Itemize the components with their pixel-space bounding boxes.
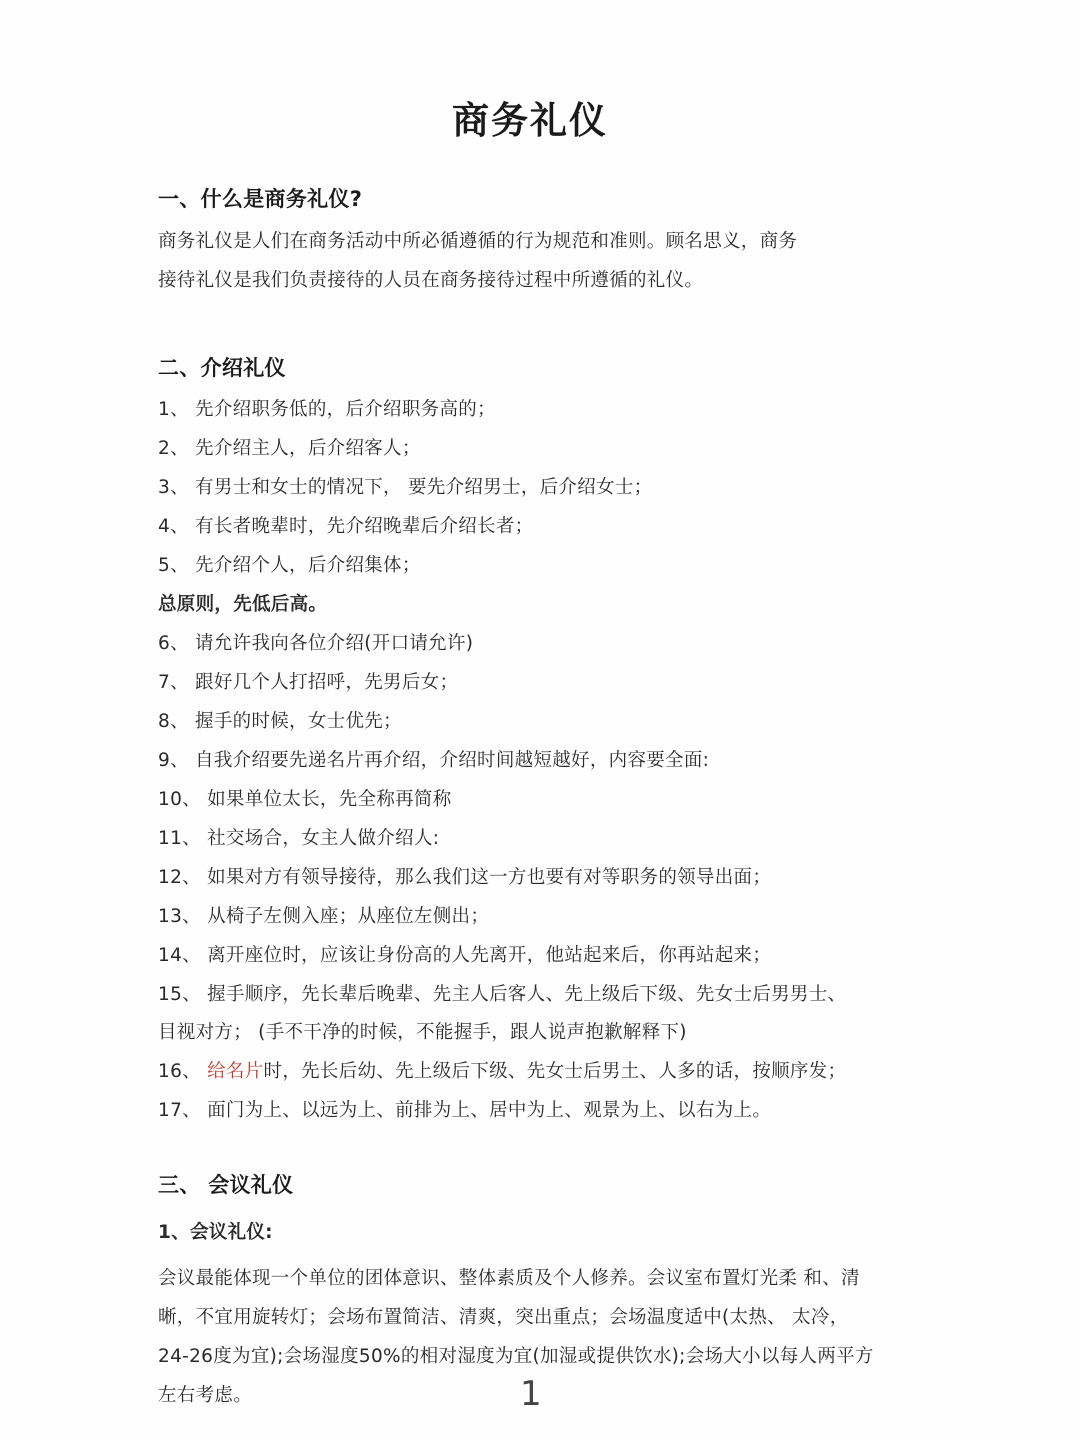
list-item: 7、 跟好几个人打招呼，先男后女；	[158, 672, 459, 693]
paragraph-line: 24-26度为宜);会场湿度50%的相对湿度为宜(加湿或提供饮水);会场大小以每人两平方	[158, 1346, 874, 1367]
list-item: 14、 离开座位时，应该让身份高的人先离开，他站起来后，你再站起来；	[158, 945, 772, 966]
paragraph-line: 接待礼仪是我们负责接待的人员在商务接待过程中所遵循的礼仪。	[158, 270, 704, 291]
list-item: 4、 有长者晚辈时，先介绍晚辈后介绍长者；	[158, 516, 534, 537]
section-3-heading: 三、 会议礼仪	[158, 1173, 294, 1197]
list-item: 10、 如果单位太长，先全称再简称	[158, 789, 452, 810]
list-item: 6、 请允许我向各位介绍(开口请允许)	[158, 633, 474, 654]
paragraph-line: 左右考虑。	[158, 1385, 253, 1406]
section-2-heading: 二、介绍礼仪	[158, 356, 286, 380]
highlighted-text: 给名片	[207, 1061, 264, 1082]
general-principle: 总原则，先低后高。	[158, 594, 328, 615]
list-item	[158, 1059, 846, 1085]
section-1-heading: 一、什么是商务礼仪?	[158, 187, 363, 211]
list-item-continuation: 目视对方； (手不干净的时候，不能握手，跟人说声抱歉解释下)	[158, 1022, 687, 1043]
page-number: 1	[520, 1374, 542, 1414]
list-item: 11、 社交场合，女主人做介绍人:	[158, 828, 440, 849]
paragraph-line: 晰，不宜用旋转灯；会场布置简洁、清爽，突出重点；会场温度适中(太热、 太冷，	[158, 1307, 849, 1328]
list-item: 12、 如果对方有领导接待，那么我们这一方也要有对等职务的领导出面；	[158, 867, 772, 888]
list-item: 1、 先介绍职务低的，后介绍职务高的；	[158, 399, 496, 420]
document-title: 商务礼仪	[452, 99, 608, 142]
list-item: 8、 握手的时候，女士优先；	[158, 711, 402, 732]
list-item: 3、 有男士和女士的情况下， 要先介绍男士，后介绍女士；	[158, 477, 653, 498]
paragraph-line: 会议最能体现一个单位的团体意识、整体素质及个人修养。会议室布置灯光柔 和、清	[158, 1268, 860, 1289]
list-item: 17、 面门为上、以远为上、前排为上、居中为上、观景为上、以右为上。	[158, 1100, 772, 1121]
subheading: 1、会议礼仪:	[158, 1222, 273, 1243]
list-item: 13、 从椅子左侧入座；从座位左侧出；	[158, 906, 490, 927]
item-number: 16、	[158, 1061, 208, 1082]
list-item: 9、 自我介绍要先递名片再介绍，介绍时间越短越好，内容要全面:	[158, 750, 710, 771]
list-item: 2、 先介绍主人，后介绍客人；	[158, 438, 421, 459]
list-item: 5、 先介绍个人，后介绍集体；	[158, 555, 421, 576]
list-item: 15、 握手顺序，先长辈后晚辈、先主人后客人、先上级后下级、先女士后男男士、	[158, 984, 847, 1005]
paragraph-line: 商务礼仪是人们在商务活动中所必循遵循的行为规范和准则。顾名思义，商务	[158, 231, 798, 252]
item-text: 时，先长后幼、先上级后下级、先女士后男土、人多的话，按顺序发；	[263, 1061, 847, 1082]
